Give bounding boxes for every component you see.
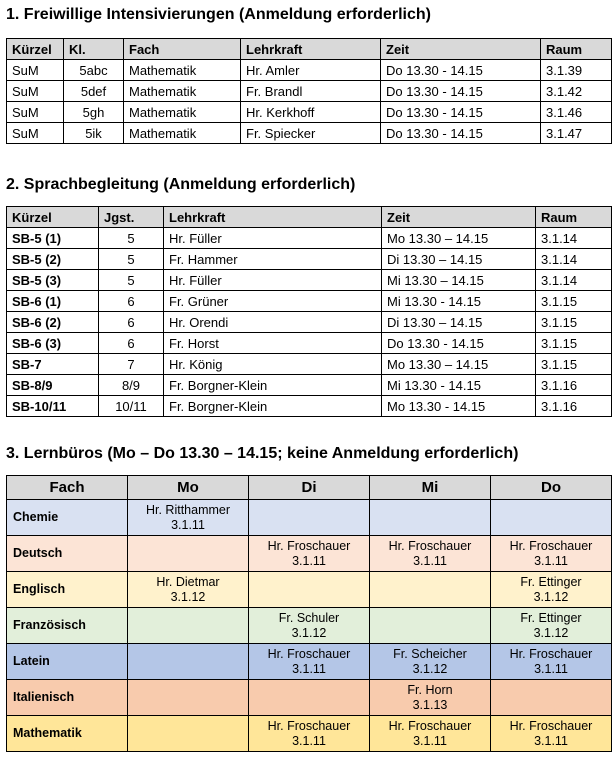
table-cell: Mo 13.30 – 14.15	[382, 354, 536, 375]
room-number: 3.1.11	[171, 517, 205, 532]
table-cell: Do 13.30 - 14.15	[381, 60, 541, 81]
table-cell: Fr. Spiecker	[241, 123, 381, 144]
table-cell: Mo 13.30 – 14.15	[382, 228, 536, 249]
column-header: Mi	[370, 476, 491, 500]
table-cell: 3.1.16	[536, 396, 612, 417]
table-cell: 3.1.15	[536, 333, 612, 354]
schedule-cell	[128, 572, 249, 608]
section2-title: 2. Sprachbegleitung (Anmeldung erforderlich)	[6, 176, 356, 193]
table-cell: 5	[99, 249, 164, 270]
teacher-name: Fr. Ettinger	[520, 610, 582, 625]
teacher-name: Hr. Froschauer	[267, 538, 351, 553]
column-header: Kürzel	[7, 207, 99, 228]
column-header: Mo	[128, 476, 249, 500]
table-cell: Fr. Horst	[164, 333, 382, 354]
table-cell: 3.1.14	[536, 270, 612, 291]
table-cell: Hr. König	[164, 354, 382, 375]
table-cell: 6	[99, 312, 164, 333]
table-cell: Hr. Füller	[164, 228, 382, 249]
table-cell: 5abc	[64, 60, 124, 81]
table-cell: SB-10/11	[7, 396, 99, 417]
table-row	[7, 354, 612, 375]
table-cell: 5gh	[64, 102, 124, 123]
table-cell: 5ik	[64, 123, 124, 144]
room-number: 3.1.11	[534, 661, 568, 676]
table-header-row	[7, 476, 612, 500]
schedule-cell	[491, 500, 612, 536]
column-header: Jgst.	[99, 207, 164, 228]
table-cell: 7	[99, 354, 164, 375]
schedule-cell	[370, 644, 491, 680]
table-cell: 6	[99, 333, 164, 354]
subject-cell: Deutsch	[7, 536, 128, 572]
schedule-cell	[128, 536, 249, 572]
intensivierungen-table	[6, 38, 612, 144]
table-cell: Fr. Borgner-Klein	[164, 396, 382, 417]
schedule-cell	[249, 608, 370, 644]
table-cell: SB-6 (2)	[7, 312, 99, 333]
subject-cell: Mathematik	[7, 716, 128, 752]
schedule-cell	[249, 680, 370, 716]
column-header: Lehrkraft	[241, 39, 381, 60]
table-cell: SuM	[7, 123, 64, 144]
table-cell: Do 13.30 - 14.15	[381, 102, 541, 123]
schedule-cell	[491, 572, 612, 608]
schedule-cell	[491, 536, 612, 572]
table-cell: SB-5 (1)	[7, 228, 99, 249]
table-cell: SB-8/9	[7, 375, 99, 396]
table-cell: Hr. Amler	[241, 60, 381, 81]
table-cell: 3.1.14	[536, 228, 612, 249]
schedule-cell	[491, 680, 612, 716]
schedule-cell	[370, 572, 491, 608]
sprachbegleitung-table	[6, 206, 612, 417]
teacher-name: Fr. Horn	[407, 682, 453, 697]
schedule-cell	[249, 716, 370, 752]
column-header: Raum	[541, 39, 612, 60]
schedule-cell	[370, 500, 491, 536]
table-cell: Mo 13.30 - 14.15	[382, 396, 536, 417]
subject-cell: Englisch	[7, 572, 128, 608]
column-header: Fach	[124, 39, 241, 60]
subject-row	[7, 716, 612, 752]
table-cell: Do 13.30 - 14.15	[381, 81, 541, 102]
table-cell: Di 13.30 – 14.15	[382, 249, 536, 270]
table-cell: 3.1.39	[541, 60, 612, 81]
table-cell: Di 13.30 – 14.15	[382, 312, 536, 333]
table-cell: 3.1.16	[536, 375, 612, 396]
table-cell: 5	[99, 228, 164, 249]
teacher-name: Hr. Froschauer	[509, 718, 593, 733]
room-number: 3.1.11	[292, 733, 326, 748]
teacher-name: Fr. Ettinger	[520, 574, 582, 589]
lernbueros-table	[6, 475, 612, 752]
table-cell: Fr. Hammer	[164, 249, 382, 270]
table-cell: SuM	[7, 60, 64, 81]
table-cell: Fr. Grüner	[164, 291, 382, 312]
schedule-cell	[249, 500, 370, 536]
table-cell: Mi 13.30 - 14.15	[382, 291, 536, 312]
table-row	[7, 102, 612, 123]
table-cell: 5def	[64, 81, 124, 102]
column-header: Fach	[7, 476, 128, 500]
subject-cell: Französisch	[7, 608, 128, 644]
schedule-cell	[249, 644, 370, 680]
schedule-cell	[370, 716, 491, 752]
table-cell: SB-7	[7, 354, 99, 375]
schedule-cell	[370, 680, 491, 716]
table-header-row	[7, 39, 612, 60]
room-number: 3.1.12	[291, 625, 327, 640]
teacher-name: Hr. Froschauer	[509, 538, 593, 553]
column-header: Zeit	[382, 207, 536, 228]
table-cell: SB-5 (2)	[7, 249, 99, 270]
table-row	[7, 396, 612, 417]
table-row	[7, 333, 612, 354]
table-cell: Fr. Brandl	[241, 81, 381, 102]
room-number: 3.1.13	[412, 697, 448, 712]
table-row	[7, 270, 612, 291]
schedule-cell	[128, 500, 249, 536]
table-cell: 3.1.42	[541, 81, 612, 102]
table-cell: Fr. Borgner-Klein	[164, 375, 382, 396]
table-cell: Hr. Kerkhoff	[241, 102, 381, 123]
table-cell: SB-6 (1)	[7, 291, 99, 312]
teacher-name: Hr. Froschauer	[267, 646, 351, 661]
subject-cell: Italienisch	[7, 680, 128, 716]
table-cell: 3.1.15	[536, 354, 612, 375]
column-header: Zeit	[381, 39, 541, 60]
schedule-cell	[491, 716, 612, 752]
teacher-name: Hr. Froschauer	[509, 646, 593, 661]
table-row	[7, 123, 612, 144]
table-row	[7, 60, 612, 81]
subject-cell: Chemie	[7, 500, 128, 536]
schedule-cell	[491, 644, 612, 680]
column-header: Kl.	[64, 39, 124, 60]
room-number: 3.1.12	[533, 625, 569, 640]
table-cell: 3.1.47	[541, 123, 612, 144]
table-cell: Mathematik	[124, 60, 241, 81]
table-cell: 6	[99, 291, 164, 312]
table-cell: Hr. Füller	[164, 270, 382, 291]
subject-row	[7, 608, 612, 644]
table-cell: Do 13.30 - 14.15	[381, 123, 541, 144]
table-cell: SB-6 (3)	[7, 333, 99, 354]
table-row	[7, 375, 612, 396]
column-header: Kürzel	[7, 39, 64, 60]
column-header: Raum	[536, 207, 612, 228]
room-number: 3.1.12	[170, 589, 206, 604]
room-number: 3.1.12	[412, 661, 448, 676]
subject-row	[7, 572, 612, 608]
teacher-name: Hr. Froschauer	[388, 538, 472, 553]
schedule-cell	[491, 608, 612, 644]
table-cell: Mathematik	[124, 102, 241, 123]
table-cell: SuM	[7, 102, 64, 123]
table-cell: 3.1.15	[536, 312, 612, 333]
subject-row	[7, 500, 612, 536]
table-row	[7, 291, 612, 312]
column-header: Di	[249, 476, 370, 500]
table-cell: SuM	[7, 81, 64, 102]
table-cell: 3.1.15	[536, 291, 612, 312]
room-number: 3.1.11	[413, 553, 447, 568]
table-row	[7, 228, 612, 249]
table-row	[7, 249, 612, 270]
subject-row	[7, 644, 612, 680]
table-cell: Mathematik	[124, 123, 241, 144]
table-cell: Mi 13.30 - 14.15	[382, 375, 536, 396]
teacher-name: Hr. Ritthammer	[145, 502, 231, 517]
subject-row	[7, 680, 612, 716]
table-cell: Mathematik	[124, 81, 241, 102]
column-header: Do	[491, 476, 612, 500]
table-cell: 10/11	[99, 396, 164, 417]
table-cell: Hr. Orendi	[164, 312, 382, 333]
schedule-cell	[128, 680, 249, 716]
table-cell: 3.1.46	[541, 102, 612, 123]
section1-title: 1. Freiwillige Intensivierungen (Anmeldung erforderlich)	[6, 6, 431, 23]
column-header: Lehrkraft	[164, 207, 382, 228]
room-number: 3.1.12	[533, 589, 569, 604]
room-number: 3.1.11	[534, 733, 568, 748]
teacher-name: Hr. Froschauer	[267, 718, 351, 733]
schedule-cell	[128, 716, 249, 752]
teacher-name: Hr. Froschauer	[388, 718, 472, 733]
table-row	[7, 81, 612, 102]
schedule-cell	[249, 536, 370, 572]
teacher-name: Hr. Dietmar	[156, 574, 220, 589]
schedule-cell	[128, 644, 249, 680]
table-cell: SB-5 (3)	[7, 270, 99, 291]
schedule-cell	[370, 536, 491, 572]
teacher-name: Fr. Scheicher	[393, 646, 467, 661]
table-cell: 3.1.14	[536, 249, 612, 270]
subject-row	[7, 536, 612, 572]
section3-title: 3. Lernbüros (Mo – Do 13.30 – 14.15; keine Anmeldung erforderlich)	[6, 445, 519, 462]
table-header-row	[7, 207, 612, 228]
table-cell: 8/9	[99, 375, 164, 396]
table-cell: Mi 13.30 – 14.15	[382, 270, 536, 291]
room-number: 3.1.11	[534, 553, 568, 568]
schedule-cell	[128, 608, 249, 644]
room-number: 3.1.11	[292, 661, 326, 676]
subject-cell: Latein	[7, 644, 128, 680]
teacher-name: Fr. Schuler	[278, 610, 340, 625]
schedule-cell	[249, 572, 370, 608]
room-number: 3.1.11	[413, 733, 447, 748]
table-cell: Do 13.30 - 14.15	[382, 333, 536, 354]
table-row	[7, 312, 612, 333]
schedule-cell	[370, 608, 491, 644]
room-number: 3.1.11	[292, 553, 326, 568]
table-cell: 5	[99, 270, 164, 291]
